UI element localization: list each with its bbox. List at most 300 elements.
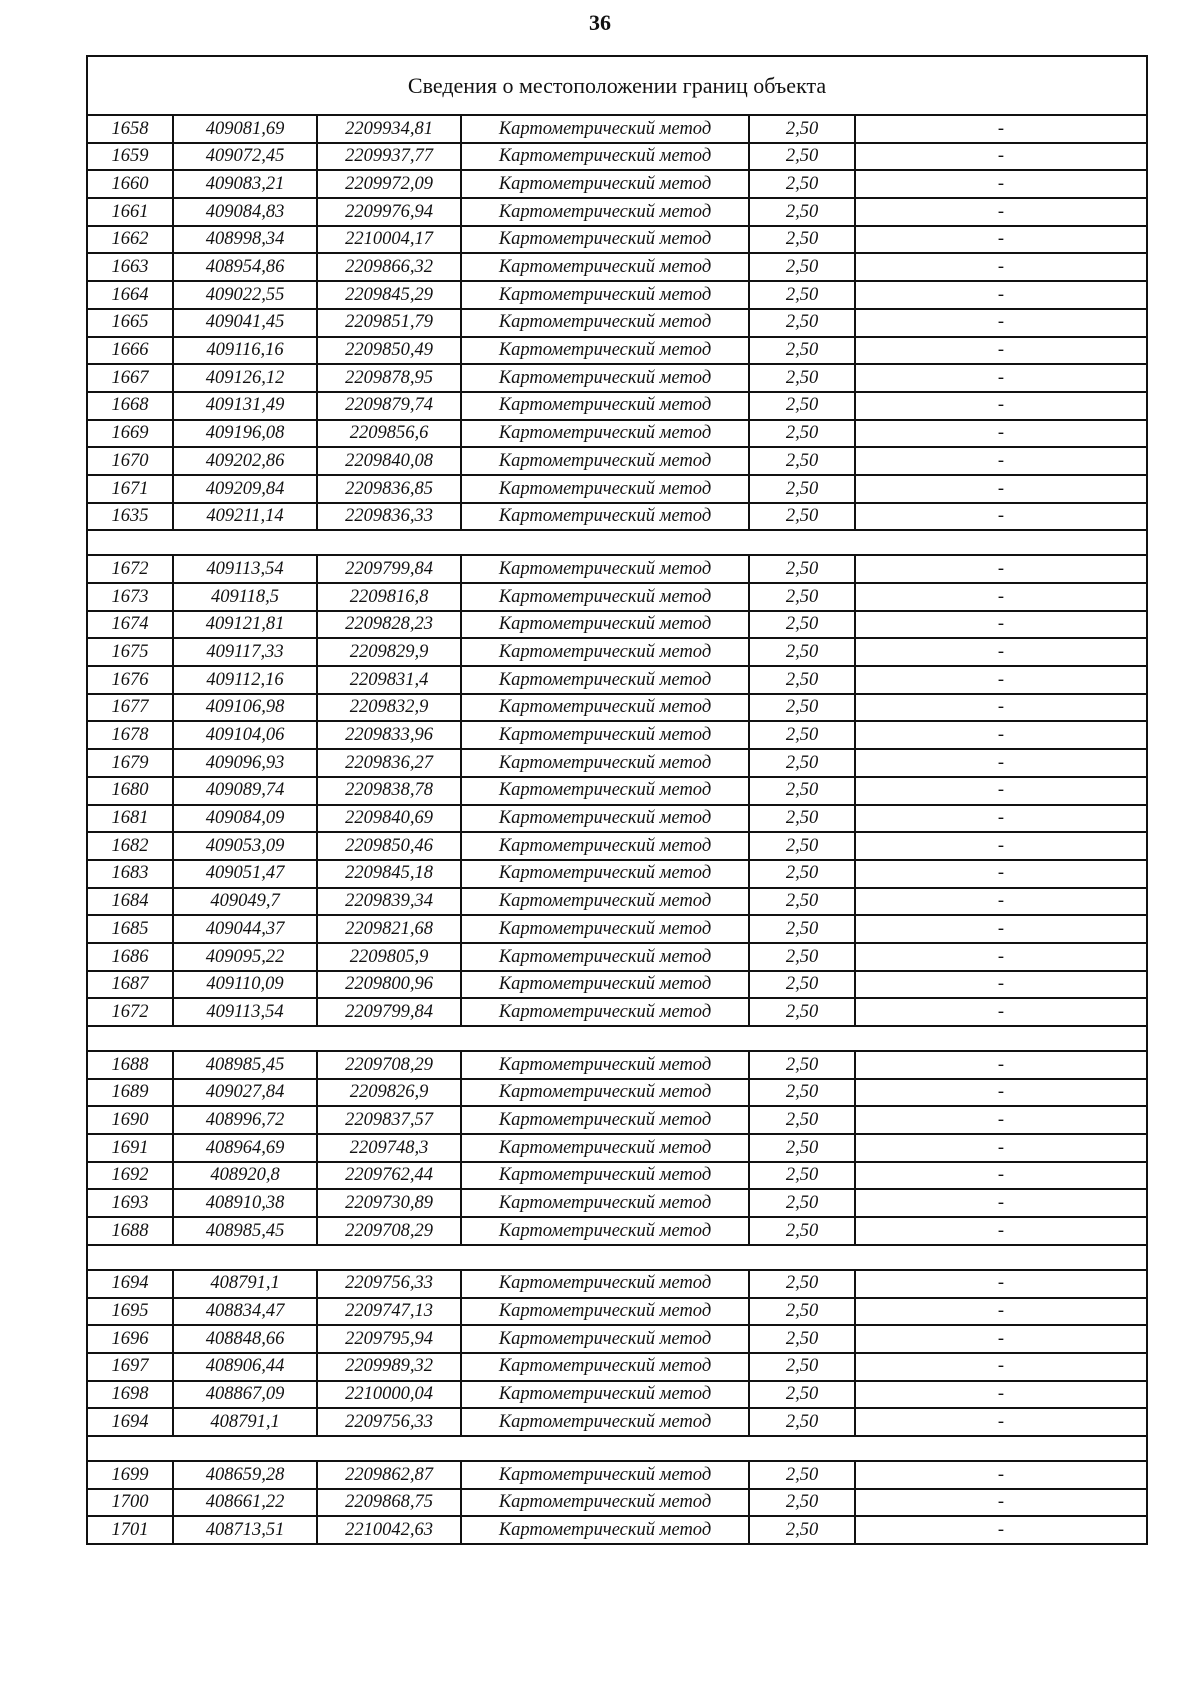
table-row [87, 749, 1147, 777]
x-coordinate-cell: 408920,8 [173, 1162, 317, 1190]
accuracy-cell: 2,50 [749, 475, 855, 503]
description-cell: - [855, 1162, 1147, 1190]
description-cell: - [855, 555, 1147, 583]
x-coordinate-cell: 409106,98 [173, 694, 317, 722]
table-row [87, 364, 1147, 392]
description-cell: - [855, 115, 1147, 143]
x-coordinate-cell: 409118,5 [173, 583, 317, 611]
method-cell: Картометрический метод [461, 475, 749, 503]
method-cell: Картометрический метод [461, 777, 749, 805]
description-cell: - [855, 226, 1147, 254]
x-coordinate-cell: 409022,55 [173, 281, 317, 309]
accuracy-cell: 2,50 [749, 1162, 855, 1190]
table-row [87, 1381, 1147, 1409]
y-coordinate-cell: 2209851,79 [317, 309, 461, 337]
table-row [87, 915, 1147, 943]
description-cell: - [855, 805, 1147, 833]
x-coordinate-cell: 409131,49 [173, 392, 317, 420]
description-cell: - [855, 1298, 1147, 1326]
x-coordinate-cell: 409211,14 [173, 503, 317, 531]
y-coordinate-cell: 2209829,9 [317, 638, 461, 666]
description-cell: - [855, 1106, 1147, 1134]
accuracy-cell: 2,50 [749, 1270, 855, 1298]
table-row [87, 1079, 1147, 1107]
y-coordinate-cell: 2209836,27 [317, 749, 461, 777]
description-cell: - [855, 143, 1147, 171]
y-coordinate-cell: 2209866,32 [317, 253, 461, 281]
x-coordinate-cell: 409117,33 [173, 638, 317, 666]
method-cell: Картометрический метод [461, 392, 749, 420]
contour-separator-row [87, 1436, 1147, 1461]
description-cell: - [855, 860, 1147, 888]
x-coordinate-cell: 409081,69 [173, 115, 317, 143]
contour-separator-cell [87, 1436, 1147, 1461]
y-coordinate-cell: 2209845,29 [317, 281, 461, 309]
y-coordinate-cell: 2209976,94 [317, 198, 461, 226]
point-number-cell: 1659 [87, 143, 173, 171]
accuracy-cell: 2,50 [749, 253, 855, 281]
table-row [87, 666, 1147, 694]
description-cell: - [855, 1516, 1147, 1544]
point-number-cell: 1675 [87, 638, 173, 666]
contour-separator-cell [87, 1026, 1147, 1051]
y-coordinate-cell: 2209934,81 [317, 115, 461, 143]
point-number-cell: 1688 [87, 1217, 173, 1245]
x-coordinate-cell: 408910,38 [173, 1189, 317, 1217]
accuracy-cell: 2,50 [749, 971, 855, 999]
description-cell: - [855, 447, 1147, 475]
point-number-cell: 1674 [87, 611, 173, 639]
y-coordinate-cell: 2209747,13 [317, 1298, 461, 1326]
accuracy-cell: 2,50 [749, 832, 855, 860]
method-cell: Картометрический метод [461, 611, 749, 639]
accuracy-cell: 2,50 [749, 198, 855, 226]
table-row [87, 170, 1147, 198]
x-coordinate-cell: 408834,47 [173, 1298, 317, 1326]
accuracy-cell: 2,50 [749, 943, 855, 971]
y-coordinate-cell: 2209762,44 [317, 1162, 461, 1190]
accuracy-cell: 2,50 [749, 638, 855, 666]
x-coordinate-cell: 409113,54 [173, 555, 317, 583]
point-number-cell: 1672 [87, 998, 173, 1026]
y-coordinate-cell: 2210042,63 [317, 1516, 461, 1544]
description-cell: - [855, 1381, 1147, 1409]
method-cell: Картометрический метод [461, 915, 749, 943]
point-number-cell: 1684 [87, 888, 173, 916]
description-cell: - [855, 337, 1147, 365]
table-title-row [87, 56, 1147, 115]
method-cell: Картометрический метод [461, 555, 749, 583]
accuracy-cell: 2,50 [749, 115, 855, 143]
table-row [87, 392, 1147, 420]
method-cell: Картометрический метод [461, 115, 749, 143]
accuracy-cell: 2,50 [749, 281, 855, 309]
accuracy-cell: 2,50 [749, 721, 855, 749]
method-cell: Картометрический метод [461, 503, 749, 531]
method-cell: Картометрический метод [461, 971, 749, 999]
point-number-cell: 1690 [87, 1106, 173, 1134]
table-row [87, 832, 1147, 860]
description-cell: - [855, 1325, 1147, 1353]
y-coordinate-cell: 2209840,69 [317, 805, 461, 833]
table-row [87, 1489, 1147, 1517]
accuracy-cell: 2,50 [749, 1461, 855, 1489]
method-cell: Картометрический метод [461, 226, 749, 254]
x-coordinate-cell: 409112,16 [173, 666, 317, 694]
accuracy-cell: 2,50 [749, 694, 855, 722]
description-cell: - [855, 721, 1147, 749]
description-cell: - [855, 694, 1147, 722]
x-coordinate-cell: 408791,1 [173, 1270, 317, 1298]
point-number-cell: 1683 [87, 860, 173, 888]
method-cell: Картометрический метод [461, 1381, 749, 1409]
description-cell: - [855, 420, 1147, 448]
point-number-cell: 1666 [87, 337, 173, 365]
description-cell: - [855, 1461, 1147, 1489]
description-cell: - [855, 475, 1147, 503]
y-coordinate-cell: 2209821,68 [317, 915, 461, 943]
x-coordinate-cell: 408713,51 [173, 1516, 317, 1544]
y-coordinate-cell: 2209832,9 [317, 694, 461, 722]
point-number-cell: 1694 [87, 1270, 173, 1298]
y-coordinate-cell: 2209800,96 [317, 971, 461, 999]
x-coordinate-cell: 408659,28 [173, 1461, 317, 1489]
accuracy-cell: 2,50 [749, 364, 855, 392]
method-cell: Картометрический метод [461, 337, 749, 365]
method-cell: Картометрический метод [461, 1079, 749, 1107]
table-row [87, 943, 1147, 971]
y-coordinate-cell: 2209972,09 [317, 170, 461, 198]
description-cell: - [855, 749, 1147, 777]
x-coordinate-cell: 408906,44 [173, 1353, 317, 1381]
method-cell: Картометрический метод [461, 694, 749, 722]
method-cell: Картометрический метод [461, 1051, 749, 1079]
accuracy-cell: 2,50 [749, 888, 855, 916]
method-cell: Картометрический метод [461, 1516, 749, 1544]
point-number-cell: 1685 [87, 915, 173, 943]
y-coordinate-cell: 2209756,33 [317, 1270, 461, 1298]
method-cell: Картометрический метод [461, 888, 749, 916]
boundary-coordinates-table [86, 55, 1148, 1545]
x-coordinate-cell: 408661,22 [173, 1489, 317, 1517]
accuracy-cell: 2,50 [749, 555, 855, 583]
description-cell: - [855, 832, 1147, 860]
y-coordinate-cell: 2209836,85 [317, 475, 461, 503]
method-cell: Картометрический метод [461, 638, 749, 666]
description-cell: - [855, 1408, 1147, 1436]
y-coordinate-cell: 2209795,94 [317, 1325, 461, 1353]
x-coordinate-cell: 409089,74 [173, 777, 317, 805]
table-row [87, 1325, 1147, 1353]
method-cell: Картометрический метод [461, 420, 749, 448]
point-number-cell: 1668 [87, 392, 173, 420]
description-cell: - [855, 998, 1147, 1026]
x-coordinate-cell: 409084,09 [173, 805, 317, 833]
accuracy-cell: 2,50 [749, 1325, 855, 1353]
accuracy-cell: 2,50 [749, 1051, 855, 1079]
table-row [87, 198, 1147, 226]
description-cell: - [855, 1353, 1147, 1381]
table-row [87, 447, 1147, 475]
table-row [87, 226, 1147, 254]
table-row [87, 998, 1147, 1026]
description-cell: - [855, 638, 1147, 666]
y-coordinate-cell: 2209805,9 [317, 943, 461, 971]
accuracy-cell: 2,50 [749, 1489, 855, 1517]
description-cell: - [855, 971, 1147, 999]
x-coordinate-cell: 409113,54 [173, 998, 317, 1026]
y-coordinate-cell: 2209850,49 [317, 337, 461, 365]
y-coordinate-cell: 2209748,3 [317, 1134, 461, 1162]
y-coordinate-cell: 2209837,57 [317, 1106, 461, 1134]
method-cell: Картометрический метод [461, 832, 749, 860]
table-row [87, 638, 1147, 666]
accuracy-cell: 2,50 [749, 1079, 855, 1107]
x-coordinate-cell: 408985,45 [173, 1217, 317, 1245]
x-coordinate-cell: 409041,45 [173, 309, 317, 337]
y-coordinate-cell: 2209839,34 [317, 888, 461, 916]
accuracy-cell: 2,50 [749, 1408, 855, 1436]
y-coordinate-cell: 2209708,29 [317, 1217, 461, 1245]
point-number-cell: 1680 [87, 777, 173, 805]
table-row [87, 1051, 1147, 1079]
point-number-cell: 1678 [87, 721, 173, 749]
point-number-cell: 1700 [87, 1489, 173, 1517]
method-cell: Картометрический метод [461, 1461, 749, 1489]
description-cell: - [855, 915, 1147, 943]
point-number-cell: 1658 [87, 115, 173, 143]
description-cell: - [855, 1270, 1147, 1298]
x-coordinate-cell: 409126,12 [173, 364, 317, 392]
description-cell: - [855, 583, 1147, 611]
accuracy-cell: 2,50 [749, 1353, 855, 1381]
point-number-cell: 1687 [87, 971, 173, 999]
accuracy-cell: 2,50 [749, 777, 855, 805]
table-row [87, 721, 1147, 749]
accuracy-cell: 2,50 [749, 611, 855, 639]
x-coordinate-cell: 408867,09 [173, 1381, 317, 1409]
description-cell: - [855, 1217, 1147, 1245]
x-coordinate-cell: 408791,1 [173, 1408, 317, 1436]
x-coordinate-cell: 409072,45 [173, 143, 317, 171]
y-coordinate-cell: 2209878,95 [317, 364, 461, 392]
y-coordinate-cell: 2209838,78 [317, 777, 461, 805]
accuracy-cell: 2,50 [749, 583, 855, 611]
method-cell: Картометрический метод [461, 749, 749, 777]
table-row [87, 805, 1147, 833]
x-coordinate-cell: 409051,47 [173, 860, 317, 888]
table-row [87, 694, 1147, 722]
page-number: 36 [589, 10, 611, 35]
description-cell: - [855, 777, 1147, 805]
accuracy-cell: 2,50 [749, 1189, 855, 1217]
x-coordinate-cell: 408848,66 [173, 1325, 317, 1353]
description-cell: - [855, 198, 1147, 226]
table-row [87, 1298, 1147, 1326]
method-cell: Картометрический метод [461, 309, 749, 337]
description-cell: - [855, 309, 1147, 337]
contour-separator-cell [87, 530, 1147, 555]
y-coordinate-cell: 2210004,17 [317, 226, 461, 254]
table-row [87, 309, 1147, 337]
accuracy-cell: 2,50 [749, 1381, 855, 1409]
table-row [87, 583, 1147, 611]
method-cell: Картометрический метод [461, 1162, 749, 1190]
method-cell: Картометрический метод [461, 1217, 749, 1245]
description-cell: - [855, 170, 1147, 198]
accuracy-cell: 2,50 [749, 503, 855, 531]
description-cell: - [855, 281, 1147, 309]
table-row [87, 1270, 1147, 1298]
point-number-cell: 1664 [87, 281, 173, 309]
x-coordinate-cell: 409196,08 [173, 420, 317, 448]
table-row [87, 1217, 1147, 1245]
method-cell: Картометрический метод [461, 721, 749, 749]
point-number-cell: 1661 [87, 198, 173, 226]
table-row [87, 475, 1147, 503]
method-cell: Картометрический метод [461, 1106, 749, 1134]
point-number-cell: 1695 [87, 1298, 173, 1326]
description-cell: - [855, 1489, 1147, 1517]
point-number-cell: 1697 [87, 1353, 173, 1381]
x-coordinate-cell: 408985,45 [173, 1051, 317, 1079]
accuracy-cell: 2,50 [749, 1134, 855, 1162]
table-row [87, 253, 1147, 281]
x-coordinate-cell: 409049,7 [173, 888, 317, 916]
point-number-cell: 1676 [87, 666, 173, 694]
table-row [87, 555, 1147, 583]
point-number-cell: 1699 [87, 1461, 173, 1489]
y-coordinate-cell: 2209826,9 [317, 1079, 461, 1107]
y-coordinate-cell: 2209833,96 [317, 721, 461, 749]
description-cell: - [855, 1134, 1147, 1162]
table-row [87, 1516, 1147, 1544]
point-number-cell: 1701 [87, 1516, 173, 1544]
accuracy-cell: 2,50 [749, 143, 855, 171]
point-number-cell: 1671 [87, 475, 173, 503]
method-cell: Картометрический метод [461, 447, 749, 475]
description-cell: - [855, 666, 1147, 694]
point-number-cell: 1694 [87, 1408, 173, 1436]
point-number-cell: 1682 [87, 832, 173, 860]
y-coordinate-cell: 2209856,6 [317, 420, 461, 448]
method-cell: Картометрический метод [461, 170, 749, 198]
accuracy-cell: 2,50 [749, 860, 855, 888]
method-cell: Картометрический метод [461, 1298, 749, 1326]
accuracy-cell: 2,50 [749, 1516, 855, 1544]
point-number-cell: 1635 [87, 503, 173, 531]
point-number-cell: 1673 [87, 583, 173, 611]
point-number-cell: 1681 [87, 805, 173, 833]
contour-separator-row [87, 1026, 1147, 1051]
table-row [87, 1134, 1147, 1162]
y-coordinate-cell: 2210000,04 [317, 1381, 461, 1409]
accuracy-cell: 2,50 [749, 170, 855, 198]
x-coordinate-cell: 409116,16 [173, 337, 317, 365]
point-number-cell: 1691 [87, 1134, 173, 1162]
accuracy-cell: 2,50 [749, 392, 855, 420]
y-coordinate-cell: 2209879,74 [317, 392, 461, 420]
table-row [87, 281, 1147, 309]
point-number-cell: 1663 [87, 253, 173, 281]
method-cell: Картометрический метод [461, 1489, 749, 1517]
point-number-cell: 1662 [87, 226, 173, 254]
table-row [87, 337, 1147, 365]
y-coordinate-cell: 2209708,29 [317, 1051, 461, 1079]
x-coordinate-cell: 409104,06 [173, 721, 317, 749]
table-row [87, 777, 1147, 805]
point-number-cell: 1696 [87, 1325, 173, 1353]
method-cell: Картометрический метод [461, 1408, 749, 1436]
point-number-cell: 1692 [87, 1162, 173, 1190]
description-cell: - [855, 611, 1147, 639]
table-row [87, 1408, 1147, 1436]
y-coordinate-cell: 2209828,23 [317, 611, 461, 639]
point-number-cell: 1669 [87, 420, 173, 448]
table-row [87, 971, 1147, 999]
method-cell: Картометрический метод [461, 143, 749, 171]
accuracy-cell: 2,50 [749, 666, 855, 694]
table-row [87, 888, 1147, 916]
y-coordinate-cell: 2209799,84 [317, 998, 461, 1026]
point-number-cell: 1667 [87, 364, 173, 392]
x-coordinate-cell: 409027,84 [173, 1079, 317, 1107]
method-cell: Картометрический метод [461, 1189, 749, 1217]
contour-separator-row [87, 530, 1147, 555]
point-number-cell: 1689 [87, 1079, 173, 1107]
table-row [87, 420, 1147, 448]
x-coordinate-cell: 409083,21 [173, 170, 317, 198]
y-coordinate-cell: 2209756,33 [317, 1408, 461, 1436]
y-coordinate-cell: 2209816,8 [317, 583, 461, 611]
description-cell: - [855, 503, 1147, 531]
x-coordinate-cell: 408998,34 [173, 226, 317, 254]
method-cell: Картометрический метод [461, 253, 749, 281]
y-coordinate-cell: 2209836,33 [317, 503, 461, 531]
table-row [87, 143, 1147, 171]
table-row [87, 1162, 1147, 1190]
table-row [87, 860, 1147, 888]
method-cell: Картометрический метод [461, 281, 749, 309]
x-coordinate-cell: 409044,37 [173, 915, 317, 943]
method-cell: Картометрический метод [461, 1134, 749, 1162]
method-cell: Картометрический метод [461, 364, 749, 392]
method-cell: Картометрический метод [461, 805, 749, 833]
y-coordinate-cell: 2209799,84 [317, 555, 461, 583]
y-coordinate-cell: 2209840,08 [317, 447, 461, 475]
description-cell: - [855, 1189, 1147, 1217]
x-coordinate-cell: 409096,93 [173, 749, 317, 777]
table-title: Сведения о местоположении границ объекта [87, 56, 1147, 115]
point-number-cell: 1672 [87, 555, 173, 583]
accuracy-cell: 2,50 [749, 226, 855, 254]
table-row [87, 1189, 1147, 1217]
x-coordinate-cell: 409110,09 [173, 971, 317, 999]
accuracy-cell: 2,50 [749, 998, 855, 1026]
accuracy-cell: 2,50 [749, 337, 855, 365]
y-coordinate-cell: 2209868,75 [317, 1489, 461, 1517]
y-coordinate-cell: 2209862,87 [317, 1461, 461, 1489]
x-coordinate-cell: 408996,72 [173, 1106, 317, 1134]
point-number-cell: 1660 [87, 170, 173, 198]
contour-separator-row [87, 1245, 1147, 1270]
point-number-cell: 1665 [87, 309, 173, 337]
method-cell: Картометрический метод [461, 860, 749, 888]
y-coordinate-cell: 2209831,4 [317, 666, 461, 694]
accuracy-cell: 2,50 [749, 420, 855, 448]
table-row [87, 1353, 1147, 1381]
method-cell: Картометрический метод [461, 198, 749, 226]
